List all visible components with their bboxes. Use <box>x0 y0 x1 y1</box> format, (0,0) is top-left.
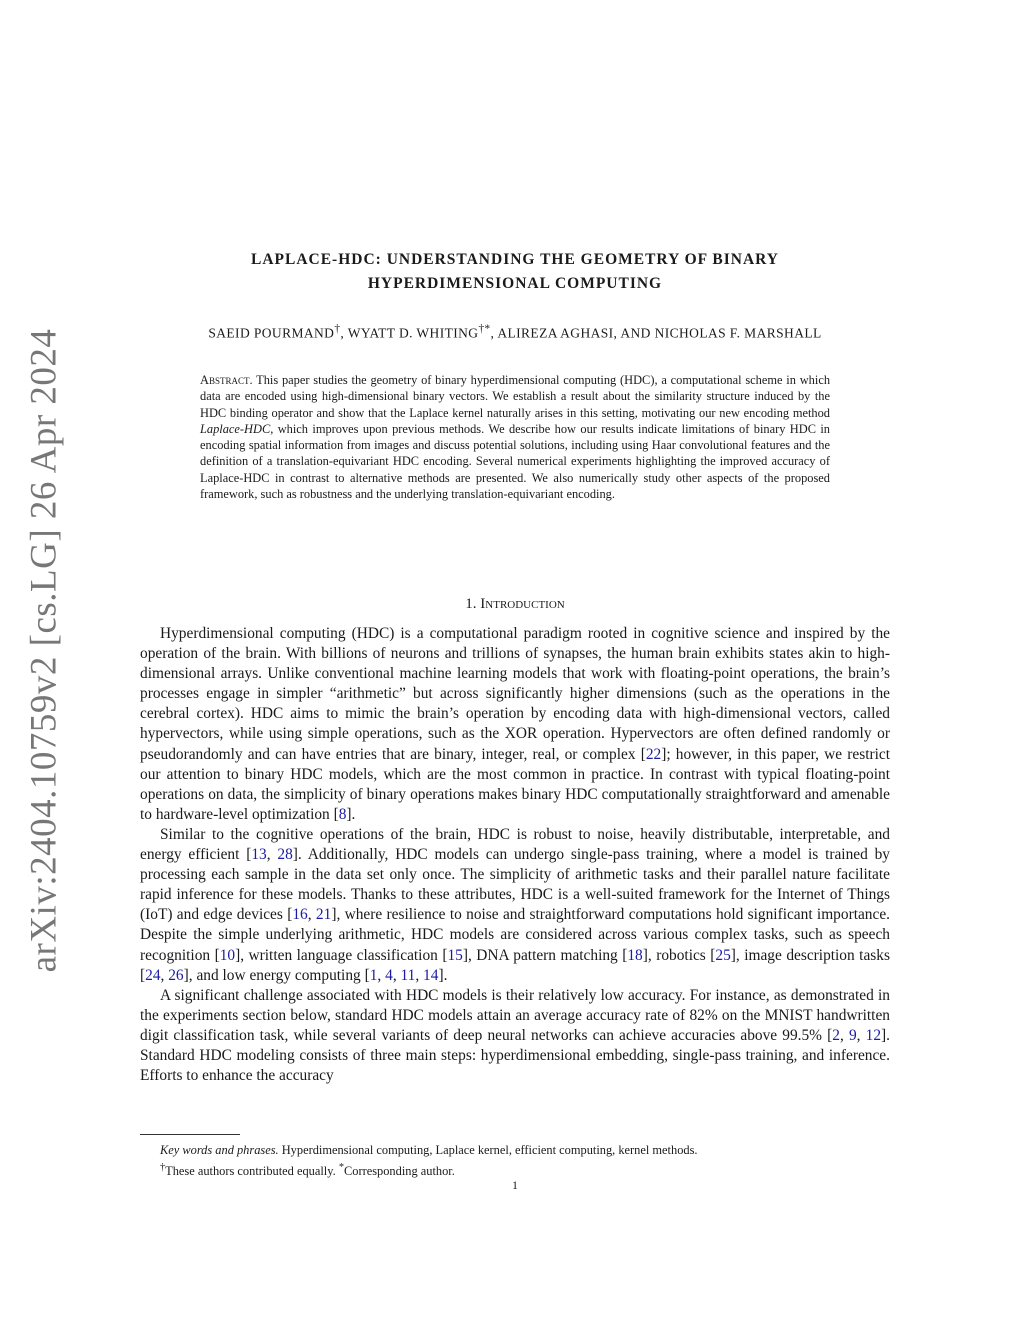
paragraph-3 <box>140 986 890 1086</box>
arxiv-identifier <box>14 328 74 972</box>
citation-15[interactable]: 15 <box>447 946 463 964</box>
paper-title <box>140 248 890 296</box>
p2-text-8: ], and low energy computing [ <box>183 966 370 984</box>
author-separator: , <box>340 325 348 341</box>
p1-text-1: Hyperdimensional computing (HDC) is a computational paradigm rooted in cognitive science and inspired by the operation of the brain. With billions of neurons and trillions of synapses, the human brain exhibits states akin to high-dimensional arrays. Unlike conventional machine learning models that work with floating-point operations, the brain’s processes engage in simpler “arithmetic” but across significantly higher dimensions (such as the operations in the cerebral cortex). HDC aims to mimic the brain’s operation by encoding data with high-dimensional vectors, called hypervectors, while using simple operations, such as the XOR operation. Hypervectors are often defined randomly or pseudorandomly and can have entries that are binary, integer, real, or complex [ <box>140 625 890 763</box>
citation-25[interactable]: 25 <box>715 946 731 964</box>
p2-text-1: Similar to the cognitive operations of the brain, HDC is robust to noise, heavily distributable, interpretable, and energy efficient [ <box>140 825 890 864</box>
author-2: WYATT D. WHITING <box>347 325 479 341</box>
citation-22[interactable]: 22 <box>645 745 662 763</box>
corresponding-mark: * <box>338 1162 344 1173</box>
citation-9[interactable]: 9 <box>848 1026 857 1044</box>
p1-text-2: ]; however, in this paper, we restrict our attention to binary HDC models, which are the most common in practice. In contrast with typical floating-point operations on data, the simplicity of binary operations makes binary HDC computationally straightforward and amenable to hardware-level optimization [ <box>140 745 890 823</box>
corresponding-text: Corresponding author. <box>344 1164 455 1179</box>
arxiv-identifier-text: arXiv:2404.10759v2 [cs.LG] 26 Apr 2024 <box>23 328 65 972</box>
section-number: 1. <box>465 596 477 612</box>
citation-13[interactable]: 13 <box>251 846 267 864</box>
citation-12[interactable]: 12 <box>865 1026 882 1044</box>
abstract-text-a: This paper studies the geometry of binary hyperdimensional computing (HDC), a computational scheme in which data are encoded using high-dimensional binary vectors. We establish a result about the similarity structure induced by the HDC binding operator and show that the Laplace kernel naturally arises in this setting, motivating our new encoding method <box>200 373 831 420</box>
abstract-text-b: , which improves upon previous methods. We describe how our results indicate limitations of binary HDC in encoding spatial information from images and discuss potential solutions, including using Haar convolutional features and the definition of a translation-equivariant HDC encoding. Several numerical experiments highlighting the improved accuracy of Laplace-HDC in contrast to alternative methods are presented. We also numerically study other aspects of the proposed framework, such as robustness and the underlying translation-equivariant encoding. <box>200 421 830 502</box>
citation-28[interactable]: 28 <box>277 846 293 864</box>
section-name: Introduction <box>480 596 565 612</box>
section-heading <box>140 596 890 613</box>
abstract <box>200 372 830 502</box>
p2-text-9: ]. <box>438 966 448 984</box>
p2-comma-3: , <box>160 966 169 984</box>
introduction-body <box>140 624 890 1086</box>
citation-18[interactable]: 18 <box>627 946 643 964</box>
citation-4[interactable]: 4 <box>385 966 393 984</box>
p2-comma-6: , <box>415 966 424 984</box>
title-line-2: HYPERDIMENSIONAL COMPUTING <box>367 275 663 292</box>
p3-comma-1: , <box>839 1026 849 1044</box>
p3-text-2: ]. Standard HDC modeling consists of three main steps: hyperdimensional embedding, single-pass training, and inference. Efforts to enhance the accuracy <box>140 1026 891 1085</box>
author-list <box>140 323 890 342</box>
p3-comma-2: , <box>856 1026 866 1044</box>
p2-comma-5: , <box>392 966 401 984</box>
keywords-label: Key words and phrases. <box>160 1143 279 1157</box>
citation-21[interactable]: 21 <box>315 906 332 924</box>
keywords-text: Hyperdimensional computing, Laplace kernel, efficient computing, kernel methods. <box>278 1143 698 1157</box>
abstract-method-name: Laplace-HDC <box>200 421 271 436</box>
citation-24[interactable]: 24 <box>145 966 161 984</box>
p2-text-6: ], robotics [ <box>642 946 716 964</box>
footnotes <box>140 1142 890 1180</box>
citation-26[interactable]: 26 <box>168 966 184 984</box>
author-1-mark: † <box>334 323 341 335</box>
p2-text-4: ], written language classification [ <box>235 946 448 964</box>
keywords-footnote <box>140 1142 890 1159</box>
citation-14[interactable]: 14 <box>423 966 439 984</box>
p1-text-3: ]. <box>346 805 356 823</box>
citation-2[interactable]: 2 <box>832 1026 840 1044</box>
p2-comma-4: , <box>377 966 386 984</box>
page-number: 1 <box>512 1178 518 1192</box>
author-1: SAEID POURMAND <box>208 325 335 341</box>
p3-text-1: A significant challenge associated with HDC models is their relatively low accuracy. For instance, as demonstrated in the experiments section below, standard HDC models attain an average accuracy rate of 82% on the MNIST handwritten digit classification task, while several variants of deep neural networks can achieve accuracies above 99.5% [ <box>140 986 890 1044</box>
p2-comma-1: , <box>266 846 278 864</box>
equal-contribution-text: These authors contributed equally. <box>165 1164 339 1179</box>
remaining-authors: , ALIREZA AGHASI, AND NICHOLAS F. MARSHALL <box>490 325 822 341</box>
paragraph-2 <box>140 825 890 986</box>
equal-contribution-footnote <box>140 1159 890 1180</box>
citation-1[interactable]: 1 <box>369 966 378 984</box>
p2-text-2: ]. Additionally, HDC models can undergo single-pass training, where a model is trained by processing each sample in the data set only once. The simplicity of arithmetic tasks and their parallel nature facilitate rapid inference for these models. Thanks to these attributes, HDC is a well-suited framework for the Internet of Things (IoT) and edge devices [ <box>140 846 891 924</box>
p2-text-3: ], where resilience to noise and straightforward computations hold significant importance. Despite the simple underlying arithmetic, HDC models are considered across various complex tasks, such as speech recognition [ <box>140 906 891 964</box>
equal-contribution-mark: † <box>160 1162 166 1173</box>
author-2-mark: †* <box>478 323 491 335</box>
title-line-1: LAPLACE-HDC: UNDERSTANDING THE GEOMETRY OF BINARY <box>250 251 780 268</box>
citation-11[interactable]: 11 <box>400 966 416 984</box>
citation-8[interactable]: 8 <box>338 805 347 823</box>
paragraph-1 <box>140 624 890 825</box>
p2-comma-2: , <box>307 906 316 924</box>
footnote-divider <box>140 1134 240 1135</box>
abstract-label: Abstract. <box>200 373 253 387</box>
citation-16[interactable]: 16 <box>292 906 308 924</box>
p2-text-7: ], image description tasks [ <box>140 946 890 984</box>
p2-text-5: ], DNA pattern matching [ <box>462 946 628 964</box>
citation-10[interactable]: 10 <box>219 946 236 964</box>
